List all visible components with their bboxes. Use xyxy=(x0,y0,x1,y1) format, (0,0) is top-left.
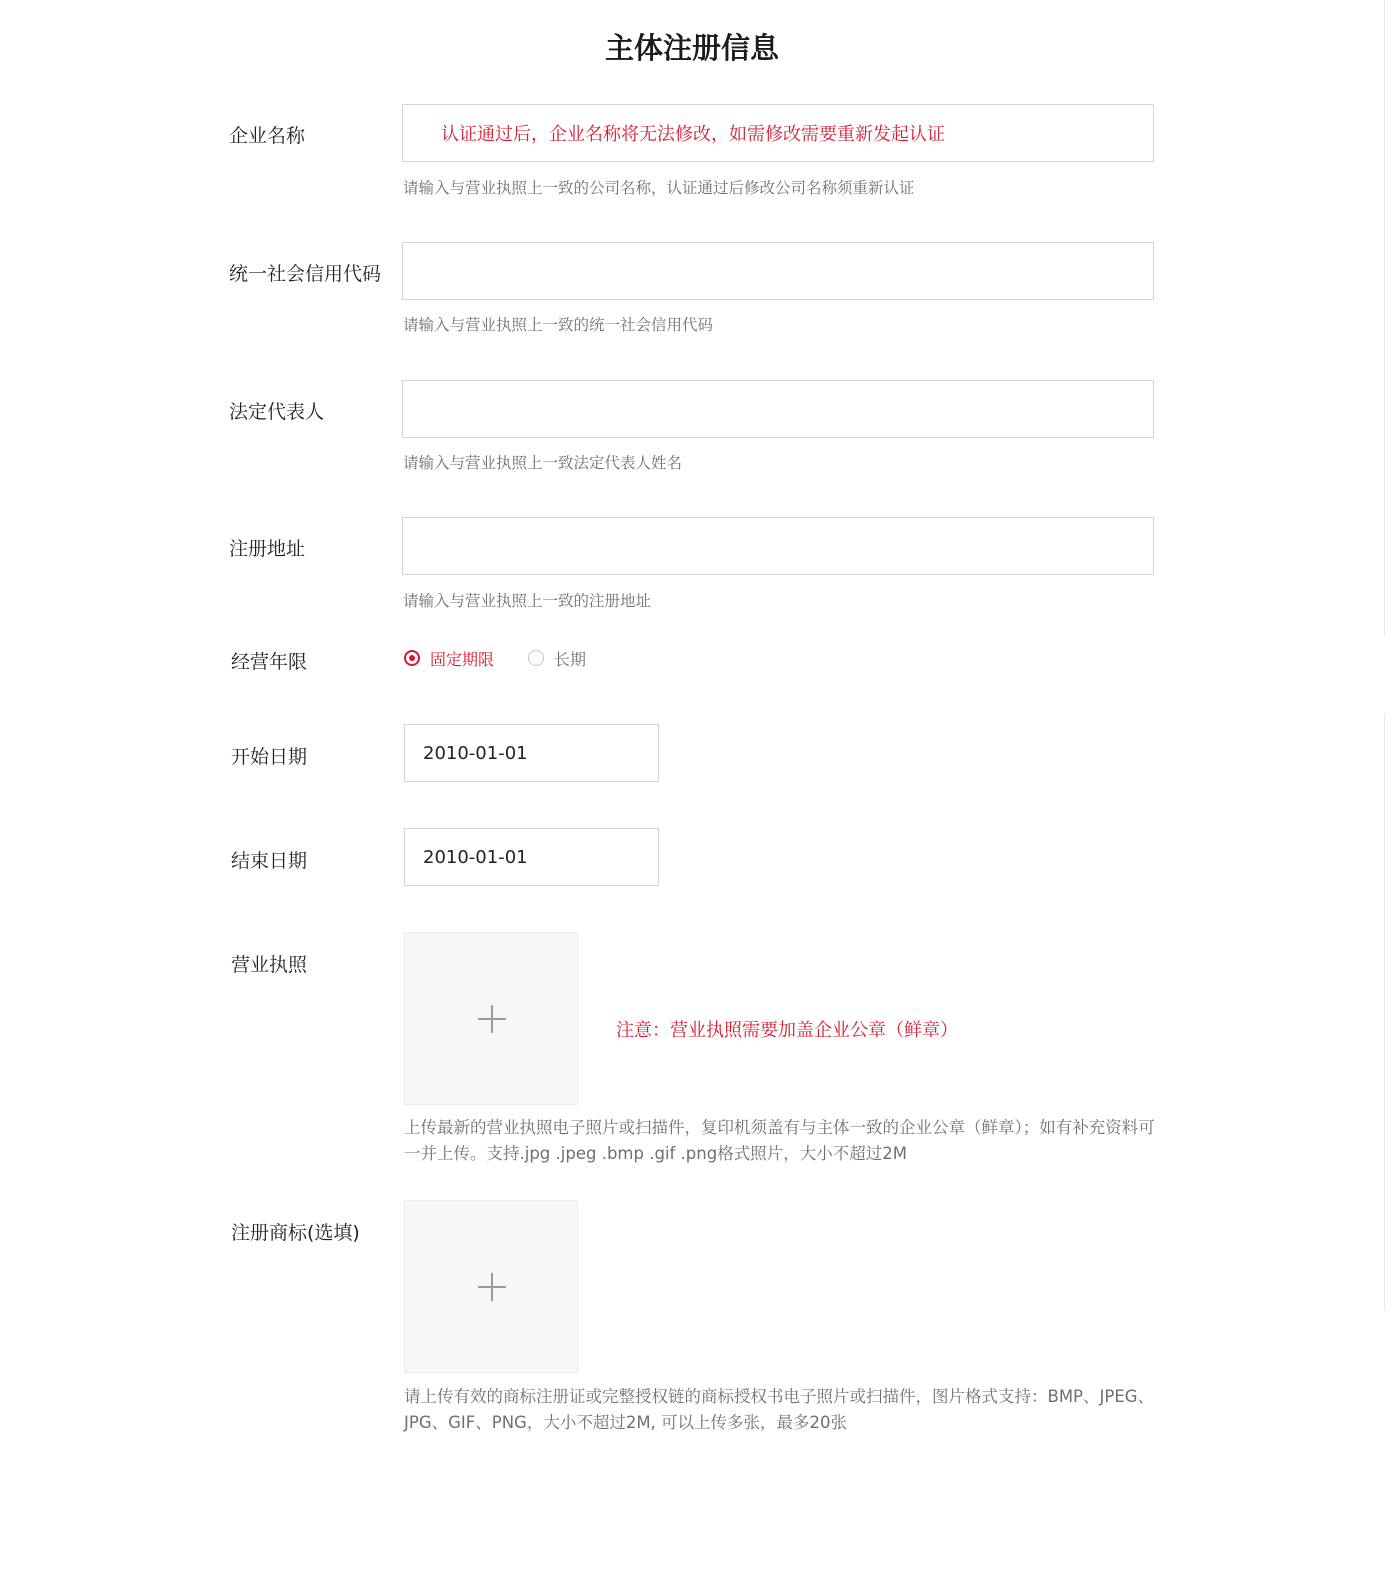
term-label: 经营年限 xyxy=(231,651,308,673)
radio-unchecked-icon xyxy=(528,650,544,666)
address-label: 注册地址 xyxy=(229,538,306,560)
credit-code-input[interactable] xyxy=(402,242,1154,300)
end-date-input[interactable] xyxy=(404,828,659,886)
credit-code-label: 统一社会信用代码 xyxy=(229,263,382,285)
address-hint: 请输入与营业执照上一致的注册地址 xyxy=(403,592,652,610)
trademark-upload-box[interactable] xyxy=(404,1200,578,1373)
term-option-fixed-label: 固定期限 xyxy=(430,649,495,669)
legal-rep-input[interactable] xyxy=(402,380,1154,438)
term-radio-group xyxy=(404,646,620,670)
legal-rep-label: 法定代表人 xyxy=(229,401,325,423)
scrollbar-edge-lower xyxy=(1384,714,1385,1310)
term-option-long[interactable] xyxy=(528,647,586,670)
radio-checked-icon xyxy=(404,650,420,666)
legal-rep-hint: 请输入与营业执照上一致法定代表人姓名 xyxy=(403,454,683,472)
address-input[interactable] xyxy=(402,517,1154,575)
scrollbar-edge xyxy=(1384,0,1385,636)
start-date-input[interactable] xyxy=(404,724,659,782)
term-option-long-label: 长期 xyxy=(554,649,587,669)
license-upload-box[interactable] xyxy=(404,932,578,1105)
company-name-label: 企业名称 xyxy=(229,125,306,147)
company-name-input[interactable] xyxy=(402,104,1154,162)
company-name-hint: 请输入与营业执照上一致的公司名称，认证通过后修改公司名称须重新认证 xyxy=(403,179,915,197)
end-date-label: 结束日期 xyxy=(231,850,308,872)
license-label: 营业执照 xyxy=(231,954,308,976)
page-title: 主体注册信息 xyxy=(604,31,779,65)
license-notice: 注意：营业执照需要加盖企业公章（鲜章） xyxy=(616,1020,958,1041)
license-hint: 上传最新的营业执照电子照片或扫描件，复印机须盖有与主体一致的企业公章（鲜章）；如有补充资料可一并上传。支持.jpg .jpeg .bmp .gif .png格式照片，大小不超过2M xyxy=(404,1118,1155,1163)
credit-code-hint: 请输入与营业执照上一致的统一社会信用代码 xyxy=(403,316,714,334)
trademark-label: 注册商标(选填) xyxy=(231,1222,360,1244)
trademark-hint: 请上传有效的商标注册证或完整授权链的商标授权书电子照片或扫描件，图片格式支持：BMP、JPEG、JPG、GIF、PNG，大小不超过2M, 可以上传多张，最多20张 xyxy=(404,1387,1155,1432)
term-option-fixed[interactable] xyxy=(404,647,494,670)
start-date-label: 开始日期 xyxy=(231,746,308,768)
